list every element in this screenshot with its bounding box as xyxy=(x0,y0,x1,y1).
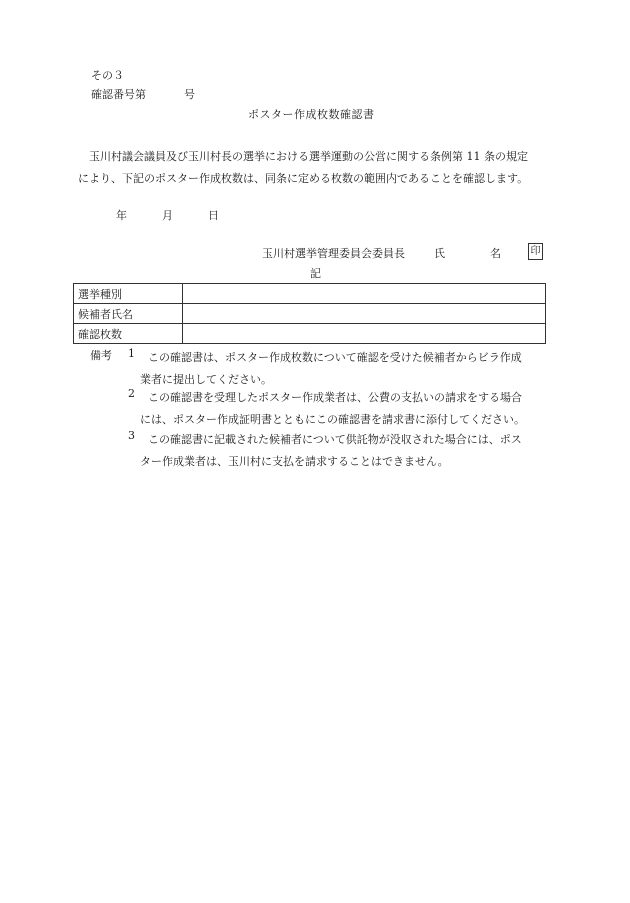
confirmation-number xyxy=(91,86,195,102)
table-row xyxy=(74,284,546,304)
remark-number: 2 xyxy=(128,387,135,400)
remark-line-2: ター作成業者は、玉川村に支払を請求することはできません。 xyxy=(140,455,449,468)
issuer-mei: 名 xyxy=(490,247,501,260)
remark-line-1: この確認書に記載された候補者について供託物が没収された場合には、ポス xyxy=(148,433,522,446)
date-day: 日 xyxy=(208,209,219,222)
issuer-line xyxy=(262,245,501,261)
remark-number: 3 xyxy=(128,429,135,442)
issuer-shi: 氏 xyxy=(434,247,445,260)
body-line-1: 玉川村議会議員及び玉川村長の選挙における選挙運動の公営に関する条例第 11 条の規定 xyxy=(89,150,528,163)
confirmation-number-label: 確認番号第 xyxy=(91,88,146,101)
remark-line-2: 業者に提出してください。 xyxy=(140,373,272,386)
table-row xyxy=(74,304,546,324)
body-paragraph xyxy=(78,146,558,190)
table-row xyxy=(74,324,546,344)
row-label-confirmed-count: 確認枚数 xyxy=(74,324,183,344)
remark-line-2: には、ポスター作成証明書とともにこの確認書を請求書に添付してください。 xyxy=(140,413,525,426)
row-value-confirmed-count[interactable] xyxy=(183,324,546,344)
seal-box: 印 xyxy=(528,243,543,260)
form-number: その３ xyxy=(91,69,124,82)
row-value-election-type[interactable] xyxy=(183,284,546,304)
body-line-2: により、下記のポスター作成枚数は、同条に定める枚数の範囲内であることを確認します。 xyxy=(78,172,529,185)
date-line xyxy=(116,207,219,223)
document-title: ポスター作成枚数確認書 xyxy=(248,108,375,121)
date-month: 月 xyxy=(162,209,173,222)
date-year: 年 xyxy=(116,209,127,222)
remark-number: 1 xyxy=(128,347,135,360)
remark-line-1: この確認書を受理したポスター作成業者は、公費の支払いの請求をする場合 xyxy=(148,391,522,404)
remarks-heading: 備考 xyxy=(90,349,112,362)
info-table xyxy=(73,283,546,344)
confirmation-number-suffix: 号 xyxy=(184,88,195,101)
remark-line-1: この確認書は、ポスター作成枚数について確認を受けた候補者からビラ作成 xyxy=(148,351,522,364)
row-label-candidate-name: 候補者氏名 xyxy=(74,304,183,324)
row-label-election-type: 選挙種別 xyxy=(74,284,183,304)
row-value-candidate-name[interactable] xyxy=(183,304,546,324)
ki-heading: 記 xyxy=(310,267,321,280)
issuer-title: 玉川村選挙管理委員会委員長 xyxy=(262,247,405,260)
